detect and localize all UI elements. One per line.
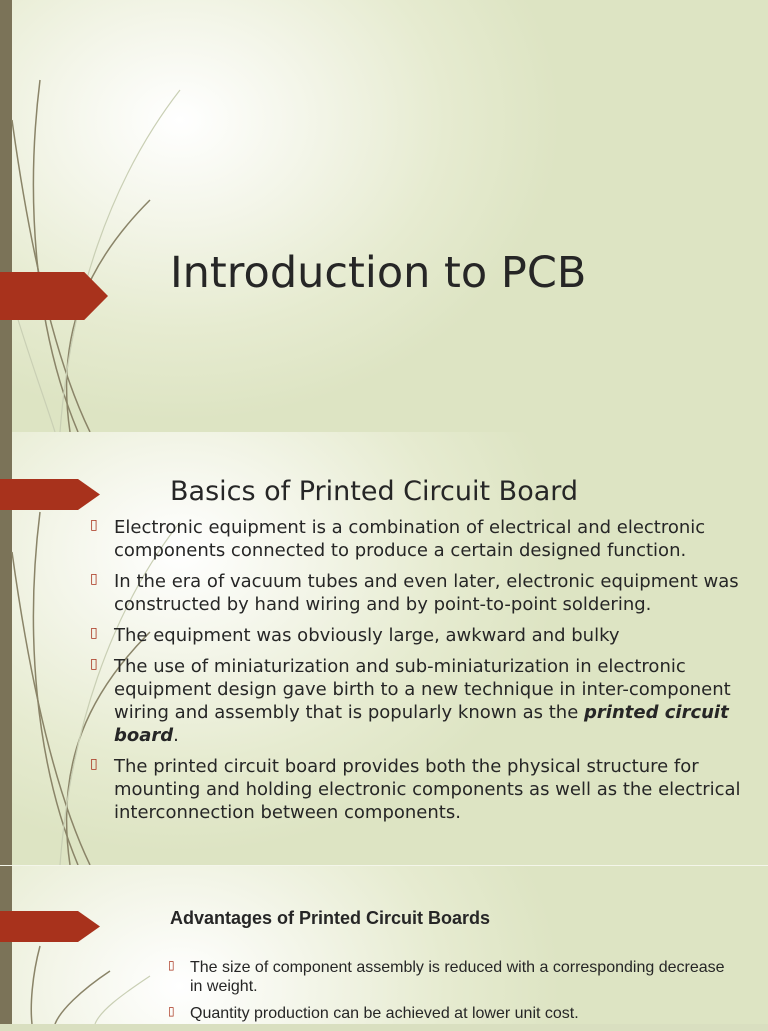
list-item: ▯ The equipment was obviously large, awkward and bulky	[88, 624, 748, 647]
list-item: ▯ Quantity production can be achieved at lower unit cost.	[168, 1004, 579, 1022]
list-item: ▯ The printed circuit board provides both the physical structure for mounting and holding electronic components as well as the electrical interconnection between components.	[88, 755, 748, 824]
bullet-marker-icon: ▯	[168, 1004, 175, 1018]
list-item: ▯ The size of component assembly is reduced with a corresponding decrease in weight.	[168, 958, 725, 995]
list-item: ▯ In the era of vacuum tubes and even later, electronic equipment was constructed by hand wiring and by point-to-point soldering.	[88, 570, 748, 616]
bullet-marker-icon: ▯	[90, 656, 98, 672]
bullet-list	[88, 516, 748, 832]
section-title: Advantages of Printed Circuit Boards	[170, 908, 491, 928]
slide-1	[0, 0, 768, 432]
bullet-marker-icon: ▯	[90, 625, 98, 641]
bullet-marker-icon: ▯	[90, 756, 98, 772]
list-item: ▯ The use of miniaturization and sub-miniaturization in electronic equipment design gave birth to a new technique in inter-component wiring and assembly that is popularly known as the printed circuit board.	[88, 655, 748, 747]
list-item: ▯ Electronic equipment is a combination of electrical and electronic components connected to produce a certain designed function.	[88, 516, 748, 562]
bullet-list	[166, 958, 736, 1031]
emphasis-text: printed circuit board	[114, 702, 729, 746]
section-title: Basics of Printed Circuit Board	[170, 476, 579, 507]
decorative-curves	[0, 0, 200, 432]
bullet-marker-icon: ▯	[90, 571, 98, 587]
bullet-marker-icon: ▯	[90, 517, 98, 533]
slide-title: Introduction to PCB	[170, 248, 587, 298]
bullet-marker-icon: ▯	[168, 958, 175, 972]
